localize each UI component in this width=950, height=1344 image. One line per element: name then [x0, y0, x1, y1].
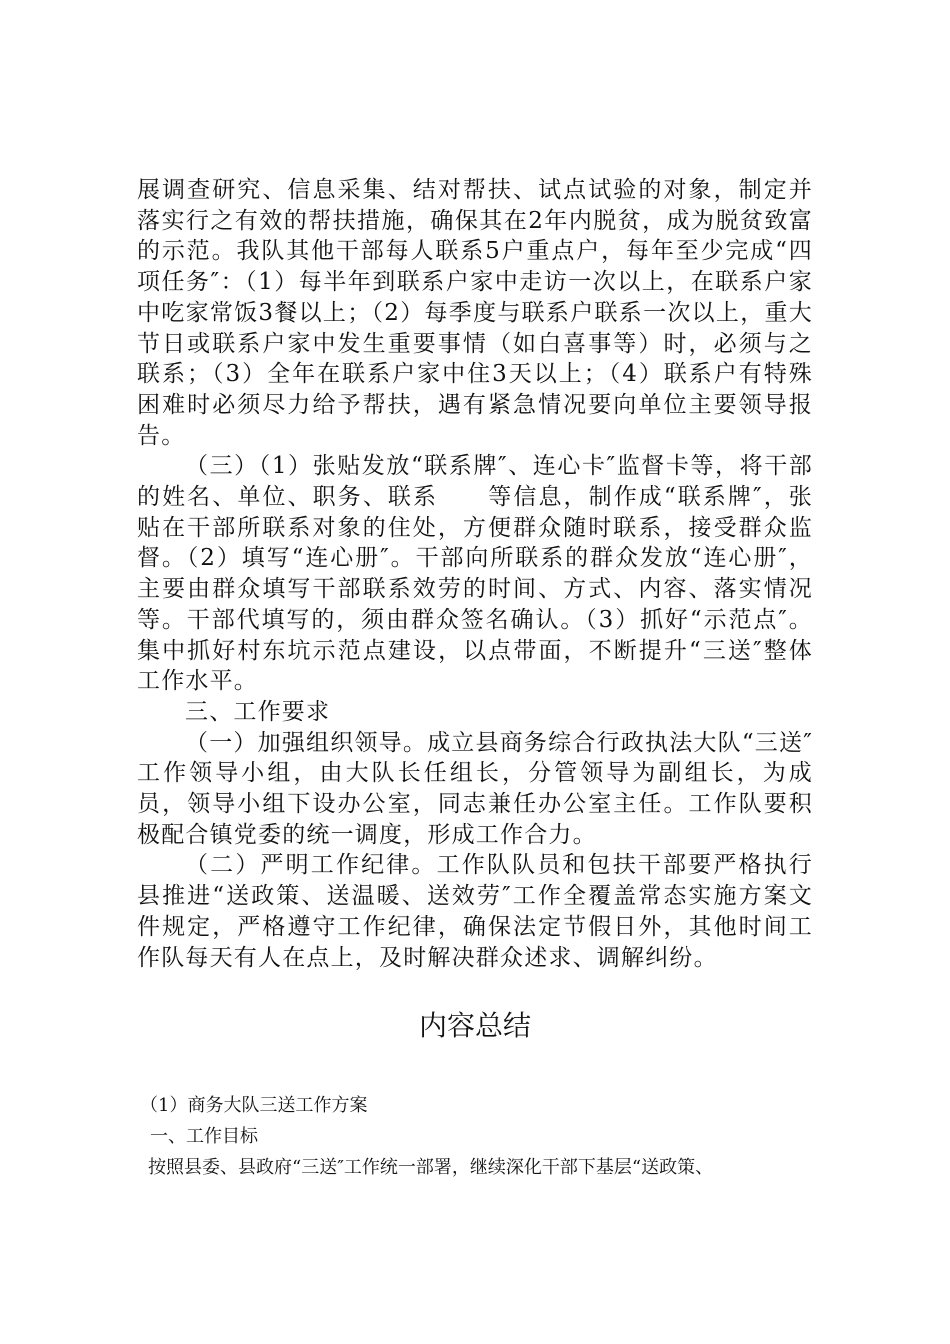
summary-line-doc-title: （1）商务大队三送工作方案	[140, 1095, 368, 1116]
paragraph-discipline: （二）严明工作纪律。工作队队员和包扶干部要严格执行县推进“送政策、送温暖、送效劳″工作全覆盖常态实施方案文件规定，严格遵守工作纪律，确保法定节假日外，其他时间工作队每天有人在点上，及时解决群众述求、调解纠纷。	[137, 852, 813, 971]
paragraph-contact-tasks: 展调查研究、信息采集、结对帮扶、试点试验的对象，制定并落实行之有效的帮扶措施，确保其在2年内脱贫，成为脱贫致富的示范。我队其他干部每人联系5户重点户，每年至少完成“四项任务″：（1）每半年到联系户家中走访一次以上，在联系户家中吃家常饭3餐以上；（2）每季度与联系户联系一次以上，重大节日或联系户家中发生重要事情（如白喜事等）时，必须与之联系；（3）全年在联系户家中住3天以上；（4）联系户有特殊困难时必须尽力给予帮扶，遇有紧急情况要向单位主要领导报告。	[137, 177, 813, 449]
heading-work-requirements: 三、工作要求	[185, 698, 331, 725]
summary-section	[140, 1090, 820, 1183]
summary-line-heading: 一、工作目标	[150, 1126, 258, 1147]
paragraph-organization: （一）加强组织领导。成立县商务综合行政执法大队“三送″工作领导小组，由大队长任组长，分管领导为副组长，为成员，领导小组下设办公室，同志兼任办公室主任。工作队要积极配合镇党委的统一调度，形成工作合力。	[137, 729, 813, 848]
paragraph-section-three: （三）（1）张贴发放“联系牌″、连心卡″监督卡等，将干部的姓名、单位、职务、联系 等信息，制作成“联系牌″，张贴在干部所联系对象的住处，方便群众随时联系，接受群众监督。（2）填写“连心册″。干部向所联系的群众发放“连心册″，主要由群众填写干部联系效劳的时间、方式、内容、落实情况等。干部代填写的，须由群众签名确认。（3）抓好“示范点″。集中抓好村东坑示范点建设，以点带面，不断提升“三送″整体工作水平。	[137, 453, 813, 695]
summary-title: 内容总结	[418, 1009, 531, 1042]
summary-line-text: 按照县委、县政府“三送″工作统一部署，继续深化干部下基层“送政策、	[148, 1157, 714, 1178]
document-body	[137, 175, 813, 973]
